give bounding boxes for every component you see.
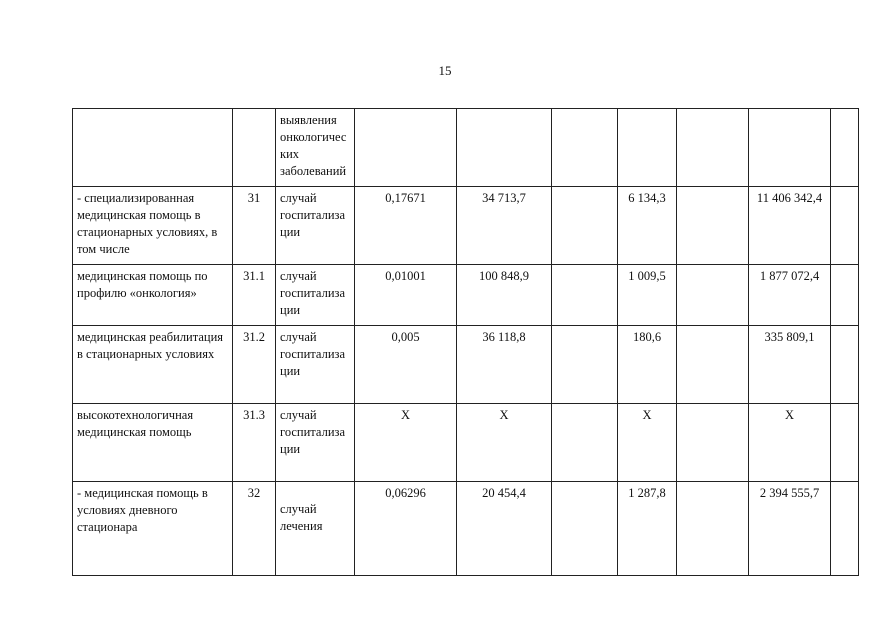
row-extra-cell: [831, 109, 859, 187]
row-extra-cell: [831, 265, 859, 326]
row-total-2: 11 406 342,4: [749, 187, 831, 265]
row-unit-cell: [276, 482, 355, 576]
row-total-1: [677, 109, 749, 187]
table-row: [73, 326, 859, 404]
row-norm: [355, 109, 457, 187]
table-row: [73, 187, 859, 265]
row-number: 31: [233, 187, 276, 265]
row-per-capita-2: 180,6: [618, 326, 677, 404]
row-per-capita-1: [552, 482, 618, 576]
row-per-capita-1: [552, 404, 618, 482]
page-number: 15: [438, 63, 452, 78]
row-extra-cell: [831, 326, 859, 404]
row-per-capita-1: [552, 326, 618, 404]
row-unit: выявления онкологичес ких заболеваний: [276, 109, 355, 187]
row-norm: 0,005: [355, 326, 457, 404]
row-per-capita-1: [552, 187, 618, 265]
row-cost: 34 713,7: [457, 187, 552, 265]
row-per-capita-2: [618, 109, 677, 187]
data-table: [72, 108, 859, 576]
row-total-1: [677, 482, 749, 576]
row-cost: 100 848,9: [457, 265, 552, 326]
row-per-capita-1: [552, 265, 618, 326]
table-row: [73, 482, 859, 576]
row-extra-cell: [831, 187, 859, 265]
table-row: [73, 109, 859, 187]
row-total-2: X: [749, 404, 831, 482]
row-total-1: [677, 404, 749, 482]
row-number: [233, 109, 276, 187]
row-cost: X: [457, 404, 552, 482]
row-total-1: [677, 187, 749, 265]
row-number: 31.3: [233, 404, 276, 482]
row-total-1: [677, 326, 749, 404]
row-extra-cell: [831, 404, 859, 482]
row-name: - медицинская помощь в условиях дневного стационара: [73, 482, 233, 576]
row-number: 31.1: [233, 265, 276, 326]
row-cost: [457, 109, 552, 187]
row-unit: случай госпитализа ции: [276, 326, 355, 404]
row-total-2: 335 809,1: [749, 326, 831, 404]
row-total-2: 1 877 072,4: [749, 265, 831, 326]
row-norm: 0,06296: [355, 482, 457, 576]
row-number: 31.2: [233, 326, 276, 404]
row-total-1: [677, 265, 749, 326]
table-row: [73, 404, 859, 482]
table-row: [73, 265, 859, 326]
row-norm: 0,17671: [355, 187, 457, 265]
row-number: 32: [233, 482, 276, 576]
row-total-2: [749, 109, 831, 187]
row-per-capita-2: X: [618, 404, 677, 482]
row-extra-cell: [831, 482, 859, 576]
row-norm: 0,01001: [355, 265, 457, 326]
row-per-capita-1: [552, 109, 618, 187]
row-unit: случай госпитализа ции: [276, 187, 355, 265]
row-per-capita-2: 1 287,8: [618, 482, 677, 576]
row-unit: случай лечения: [280, 502, 323, 533]
row-unit: случай госпитализа ции: [276, 404, 355, 482]
row-total-2: 2 394 555,7: [749, 482, 831, 576]
row-per-capita-2: 6 134,3: [618, 187, 677, 265]
row-name: медицинская реабилитация в стационарных условиях: [73, 326, 233, 404]
row-name: [73, 109, 233, 187]
row-name: медицинская помощь по профилю «онкология»: [73, 265, 233, 326]
row-per-capita-2: 1 009,5: [618, 265, 677, 326]
row-norm: X: [355, 404, 457, 482]
row-unit: случай госпитализа ции: [276, 265, 355, 326]
row-cost: 36 118,8: [457, 326, 552, 404]
row-cost: 20 454,4: [457, 482, 552, 576]
row-name: - специализированная медицинская помощь в стационарных условиях, в том числе: [73, 187, 233, 265]
row-name: высокотехнологичная медицинская помощь: [73, 404, 233, 482]
